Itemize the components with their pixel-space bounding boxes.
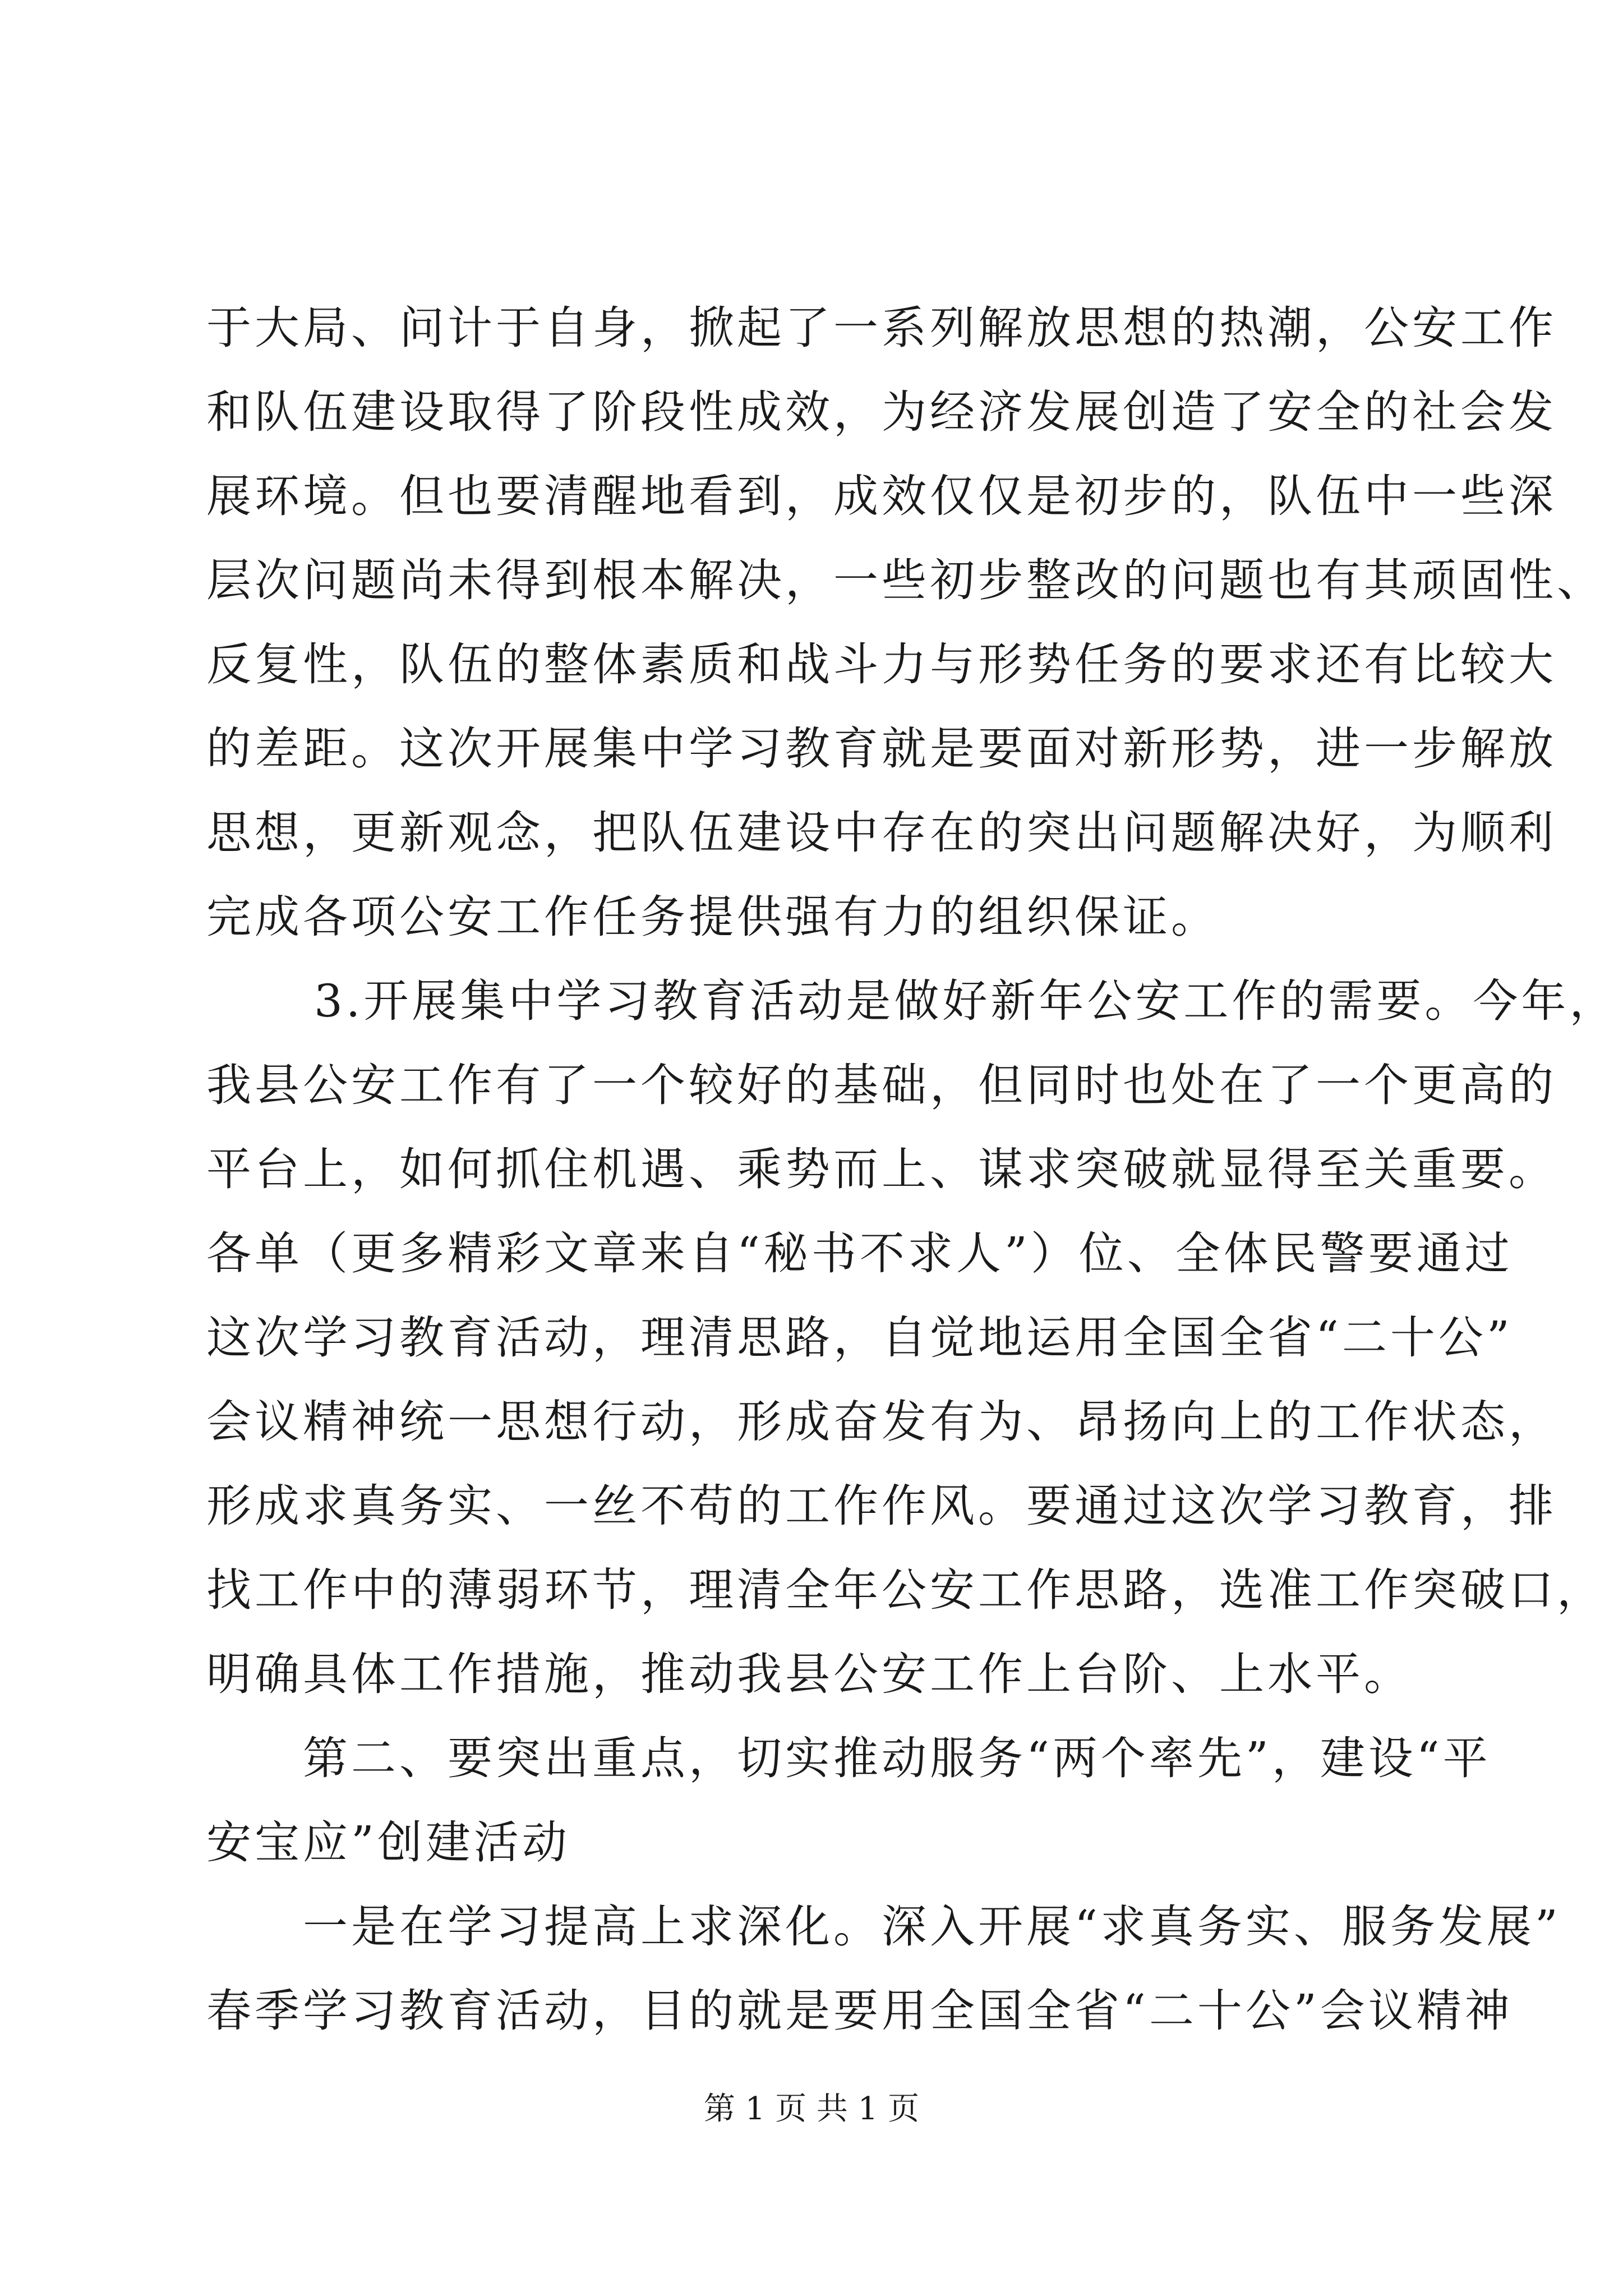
body-line: 和队伍建设取得了阶段性成效，为经济发展创造了安全的社会发: [206, 386, 1557, 438]
body-line: 层次问题尚未得到根本解决，一些初步整改的问题也有其顽固性、: [206, 554, 1605, 606]
body-line: 平台上，如何抓住机遇、乘势而上、谋求突破就显得至关重要。: [206, 1143, 1557, 1195]
page-footer: 第 1 页 共 1 页: [703, 2091, 920, 2127]
body-line: 完成各项公安工作任务提供强有力的组织保证。: [206, 891, 1219, 943]
body-line: 展环境。但也要清醒地看到，成效仅仅是初步的，队伍中一些深: [206, 470, 1557, 522]
body-line: 会议精神统一思想行动，形成奋发有为、昂扬向上的工作状态，: [206, 1396, 1557, 1448]
body-line: 思想，更新观念，把队伍建设中存在的突出问题解决好，为顺利: [206, 807, 1557, 859]
body-line: 各单（更多精彩文章来自“秘书不求人”）位、全体民警要通过: [206, 1227, 1513, 1280]
body-line: 形成求真务实、一丝不苟的工作作风。要通过这次学习教育，排: [206, 1480, 1557, 1532]
body-line: 春季学习教育活动，目的就是要用全国全省“二十公”会议精神: [206, 1985, 1513, 2037]
section-heading: 第二、要突出重点，切实推动服务“两个率先”，建设“平: [303, 1732, 1491, 1784]
body-line: 于大局、问计于自身，掀起了一系列解放思想的热潮，公安工作: [206, 302, 1557, 354]
paragraph-heading-3: 3.开展集中学习教育活动是做好新年公安工作的需要。今年，: [314, 975, 1618, 1027]
body-line: 一是在学习提高上求深化。深入开展“求真务实、服务发展”: [303, 1901, 1561, 1953]
body-line: 我县公安工作有了一个较好的基础，但同时也处在了一个更高的: [206, 1059, 1557, 1111]
body-line: 找工作中的薄弱环节，理清全年公安工作思路，选准工作突破口，: [206, 1564, 1605, 1616]
body-line: 的差距。这次开展集中学习教育就是要面对新形势，进一步解放: [206, 723, 1557, 775]
body-line: 反复性，队伍的整体素质和战斗力与形势任务的要求还有比较大: [206, 638, 1557, 691]
body-line: 明确具体工作措施，推动我县公安工作上台阶、上水平。: [206, 1648, 1412, 1700]
body-line: 这次学习教育活动，理清思路，自觉地运用全国全省“二十公”: [206, 1312, 1513, 1364]
section-heading-continued: 安宝应”创建活动: [206, 1816, 570, 1869]
